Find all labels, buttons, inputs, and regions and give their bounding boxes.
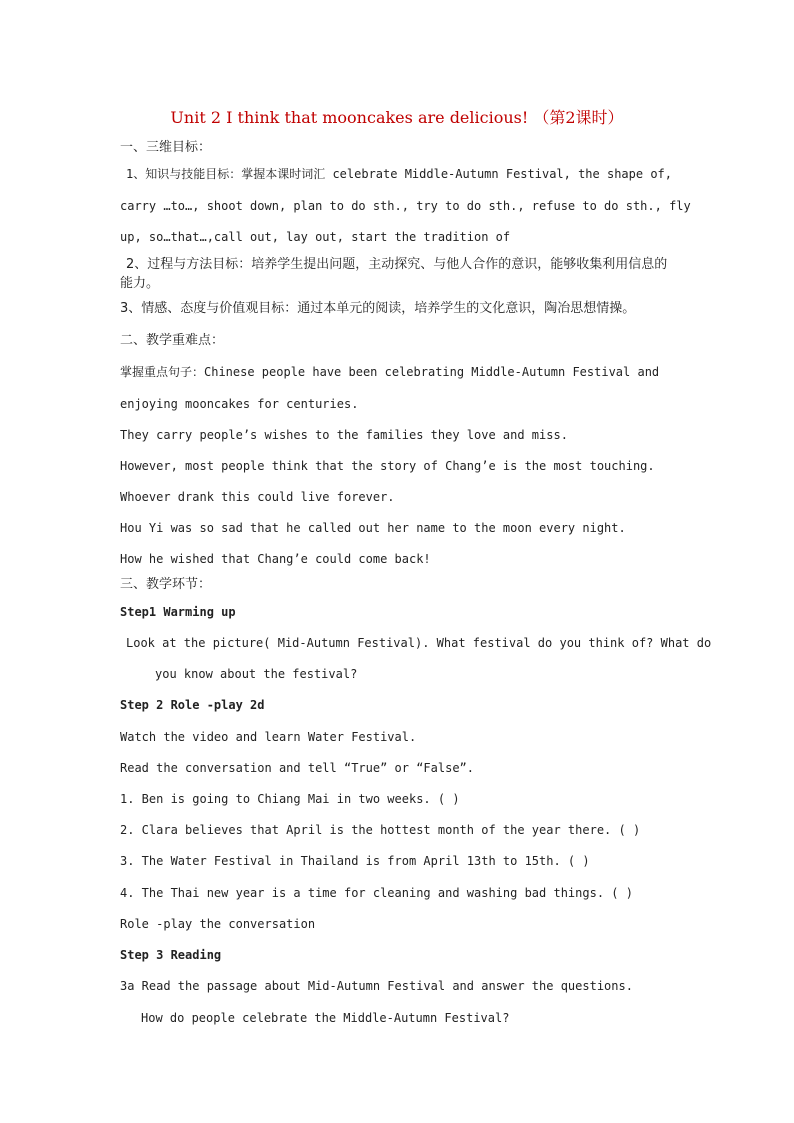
step1-title: Step1 Warming up — [120, 605, 236, 619]
key-sentence-5: Hou Yi was so sad that he called out her name to the moon every night. — [120, 521, 626, 535]
step2-role-play: Role -play the conversation — [120, 917, 316, 931]
goal-emotion-attitude: 3、情感、态度与价值观目标：通过本单元的阅读，培养学生的文化意识，陶冶思想情操。 — [120, 301, 636, 316]
goal-knowledge-line-2: carry …to…, shoot down, plan to do sth., try to do sth., refuse to do sth., fly — [120, 199, 691, 213]
step3-question: How do people celebrate the Middle-Autumn Festival? — [141, 1011, 510, 1025]
section-heading-key-points: 二、教学重难点： — [120, 333, 225, 348]
step3-reading-task: 3a Read the passage about Mid-Autumn Festival and answer the questions. — [120, 979, 633, 993]
true-false-question-2: 2. Clara believes that April is the hottest month of the year there. ( ) — [120, 823, 641, 837]
key-sentence-2: They carry people’s wishes to the families they love and miss. — [120, 428, 568, 442]
step2-watch-video: Watch the video and learn Water Festival. — [120, 730, 417, 744]
true-false-question-3: 3. The Water Festival in Thailand is from April 13th to 15th. ( ) — [120, 854, 590, 868]
step1-line-1: Look at the picture( Mid-Autumn Festival). What festival do you think of? What do — [126, 636, 712, 650]
section-heading-objectives: 一、三维目标： — [120, 140, 212, 155]
true-false-question-1: 1. Ben is going to Chiang Mai in two weeks. ( ) — [120, 792, 460, 806]
step2-title: Step 2 Role -play 2d — [120, 698, 265, 712]
document-title: Unit 2 I think that mooncakes are delicious! （第2课时） — [170, 108, 624, 127]
goal-knowledge-line-1: 1、知识与技能目标：掌握本课时词汇 celebrate Middle-Autumn Festival, the shape of, — [126, 167, 673, 181]
goal-process-method: 2、过程与方法目标：培养学生提出问题，主动探究、与他人合作的意识，能够收集利用信息的能力。 — [120, 257, 668, 291]
key-sentence-3: However, most people think that the story of Chang’e is the most touching. — [120, 459, 655, 473]
step1-line-2: you know about the festival? — [155, 667, 358, 681]
key-sentence-1-line-1: 掌握重点句子：Chinese people have been celebrating Middle-Autumn Festival and — [120, 365, 660, 379]
key-sentence-1-line-2: enjoying mooncakes for centuries. — [120, 397, 359, 411]
key-sentence-4: Whoever drank this could live forever. — [120, 490, 395, 504]
step2-read-conversation: Read the conversation and tell “True” or “False”. — [120, 761, 475, 775]
goal-knowledge-line-3: up, so…that…,call out, lay out, start the tradition of — [120, 230, 511, 244]
section-heading-steps: 三、教学环节： — [120, 577, 212, 592]
key-sentence-6: How he wished that Chang’e could come back! — [120, 552, 431, 566]
step3-title: Step 3 Reading — [120, 948, 222, 962]
true-false-question-4: 4. The Thai new year is a time for cleaning and washing bad things. ( ) — [120, 886, 633, 900]
